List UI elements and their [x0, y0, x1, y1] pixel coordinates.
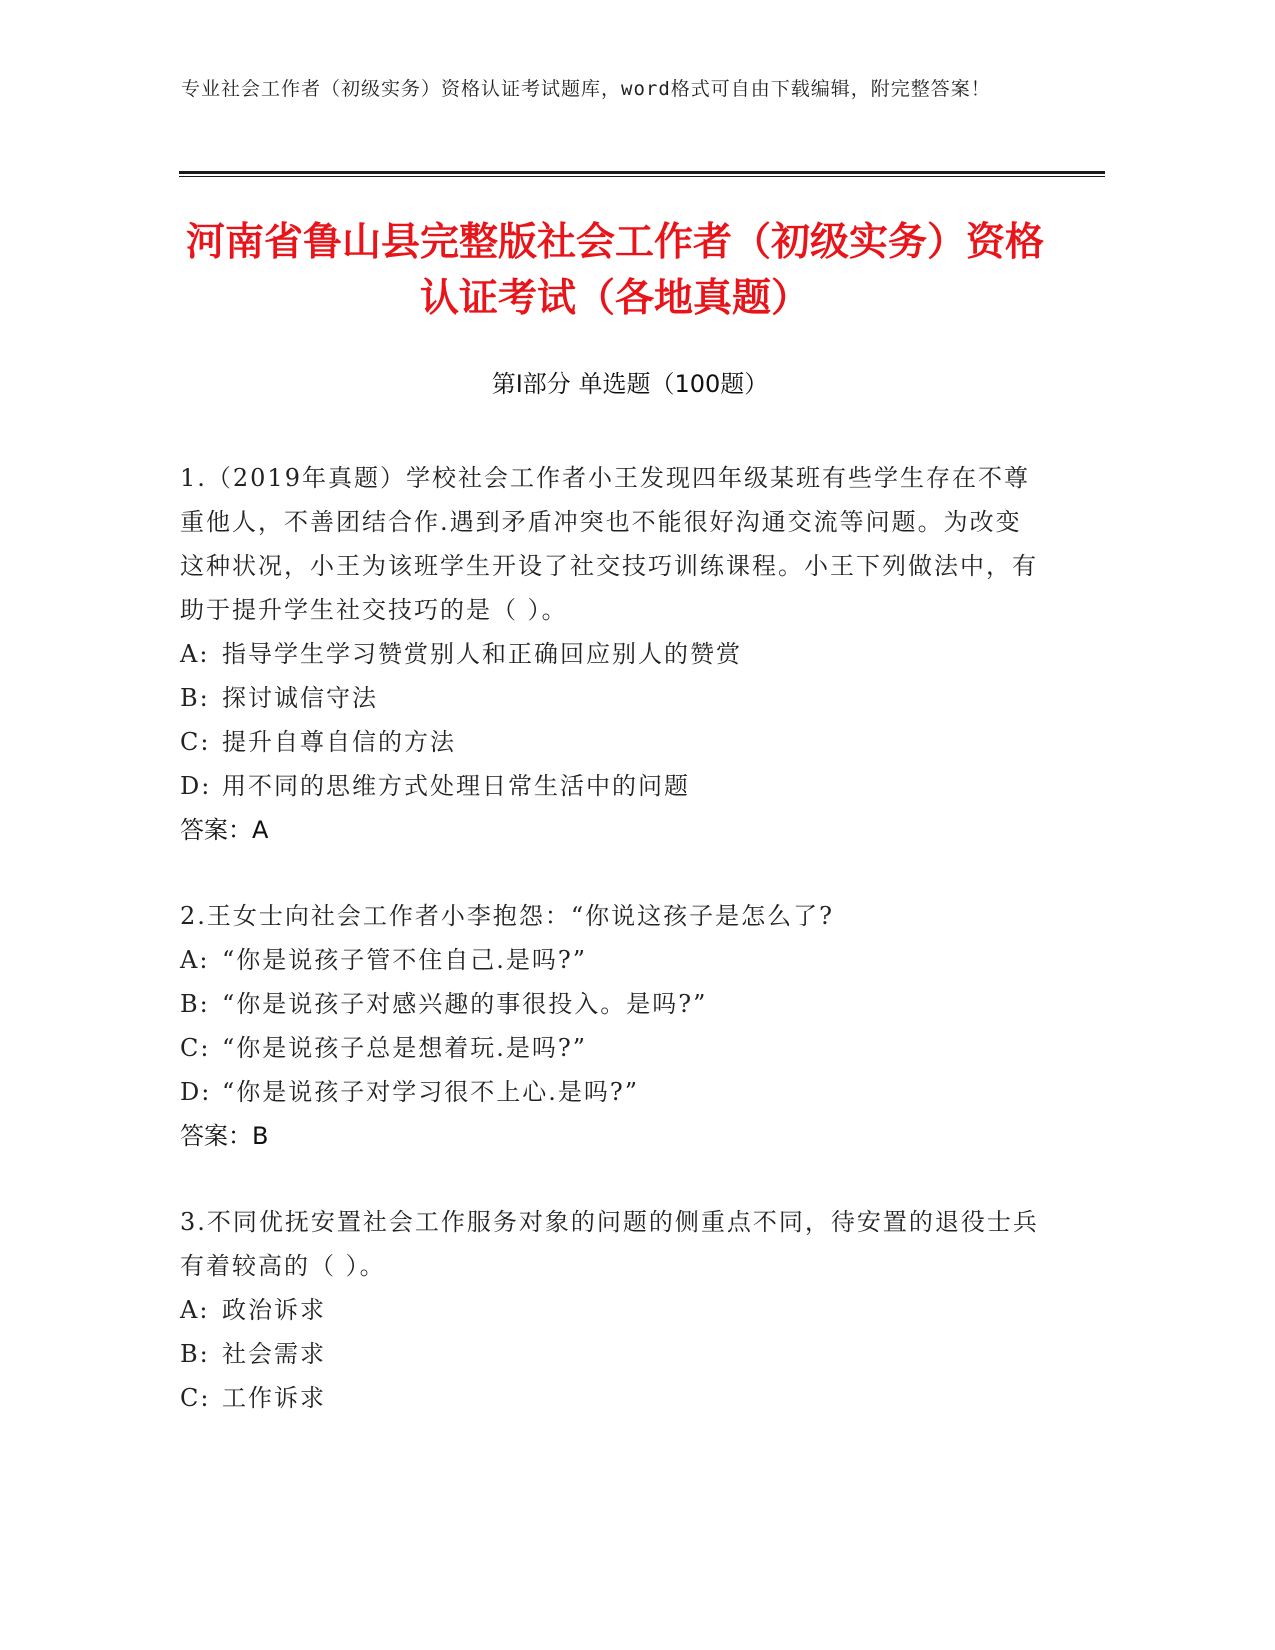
option-c — [180, 720, 1040, 764]
option-key: B: — [180, 990, 210, 1018]
option-text: “你是说孩子总是想着玩.是吗?” — [222, 1034, 588, 1062]
option-key: A: — [180, 640, 210, 668]
question-text: 3.不同优抚安置社会工作服务对象的问题的侧重点不同，待安置的退役士兵有着较高的（ ）。 — [180, 1208, 1039, 1280]
option-key: A: — [180, 946, 210, 974]
option-d — [180, 1070, 1040, 1114]
option-text: 社会需求 — [222, 1340, 326, 1368]
header-note: 专业社会工作者（初级实务）资格认证考试题库，word格式可自由下载编辑，附完整答案！ — [181, 78, 991, 100]
option-text: 政治诉求 — [222, 1296, 326, 1324]
option-key: D: — [180, 1078, 212, 1106]
question-list — [180, 456, 1040, 1462]
option-text: 探讨诚信守法 — [222, 684, 378, 712]
option-a — [180, 1288, 1040, 1332]
question-text: 1.（2019年真题）学校社会工作者小王发现四年级某班有些学生存在不尊重他人，不善团结合作.遇到矛盾冲突也不能很好沟通交流等问题。为改变这种状况，小王为该班学生开设了社交技巧训练课程。小王下列做法中，有助于提升学生社交技巧的是（ ）。 — [180, 464, 1038, 624]
option-key: C: — [180, 1384, 211, 1412]
option-text: 用不同的思维方式处理日常生活中的问题 — [222, 772, 690, 800]
option-text: “你是说孩子对学习很不上心.是吗?” — [222, 1078, 640, 1106]
document-title: 河南省鲁山县完整版社会工作者（初级实务）资格认证考试（各地真题） — [185, 220, 1044, 321]
section-title: 第Ⅰ部分 单选题（100题） — [491, 370, 769, 398]
option-key: C: — [180, 1034, 211, 1062]
option-key: B: — [180, 1340, 210, 1368]
option-b — [180, 676, 1040, 720]
answer: 答案：B — [180, 1122, 269, 1150]
question-text: 2.王女士向社会工作者小李抱怨：“你说这孩子是怎么了? — [180, 902, 835, 930]
option-text: 提升自尊自信的方法 — [222, 728, 456, 756]
option-b — [180, 982, 1040, 1026]
option-key: D: — [180, 772, 212, 800]
option-text: “你是说孩子管不住自己.是吗?” — [222, 946, 588, 974]
option-c — [180, 1026, 1040, 1070]
option-d — [180, 764, 1040, 808]
question-1 — [180, 456, 1040, 852]
answer: 答案：A — [180, 816, 269, 844]
option-key: C: — [180, 728, 211, 756]
option-text: 指导学生学习赞赏别人和正确回应别人的赞赏 — [222, 640, 742, 668]
option-a — [180, 938, 1040, 982]
option-c — [180, 1376, 1040, 1420]
header-divider-thin — [179, 176, 1105, 177]
option-key: B: — [180, 684, 210, 712]
option-a — [180, 632, 1040, 676]
question-2 — [180, 894, 1040, 1158]
option-text: “你是说孩子对感兴趣的事很投入。是吗?” — [222, 990, 708, 1018]
option-key: A: — [180, 1296, 210, 1324]
option-text: 工作诉求 — [222, 1384, 326, 1412]
header-divider-thick — [179, 171, 1105, 174]
question-3 — [180, 1200, 1040, 1420]
option-b — [180, 1332, 1040, 1376]
